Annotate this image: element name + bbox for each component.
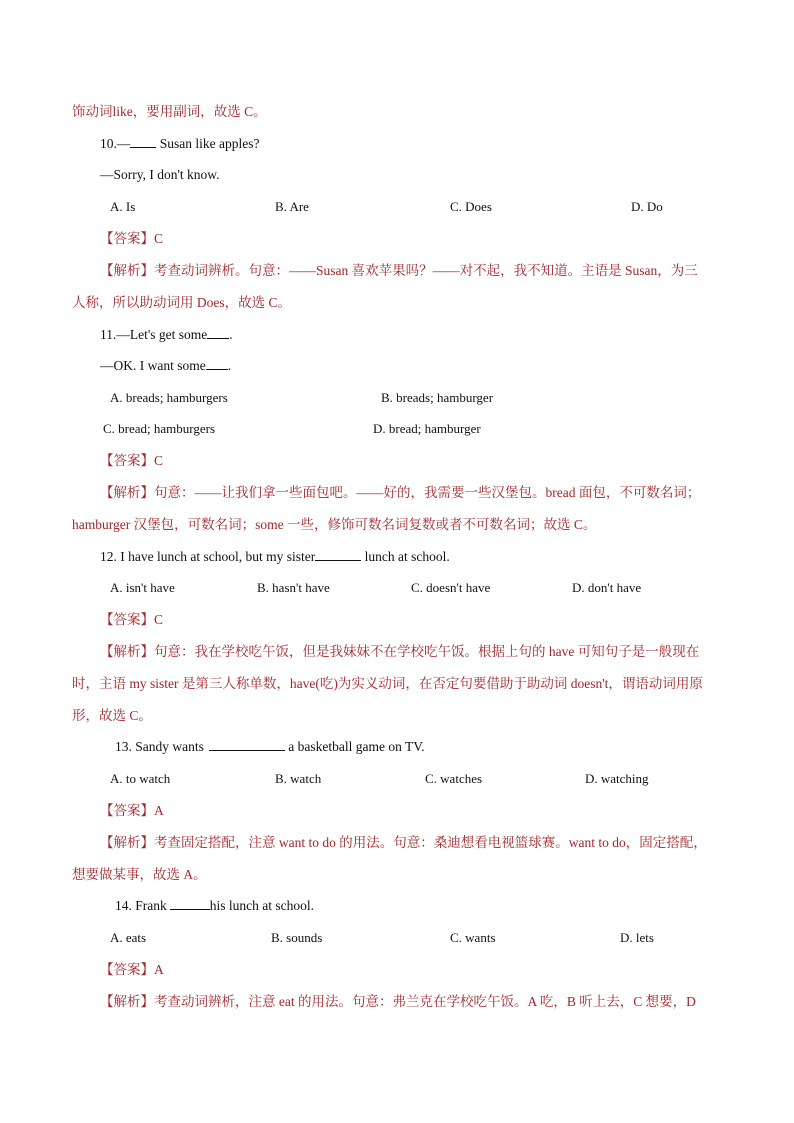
answer-blank — [207, 326, 229, 339]
question-14-option-d: D. lets — [620, 930, 654, 945]
question-14-option-b: B. sounds — [271, 930, 323, 945]
question-10-answer: 【答案】C — [100, 231, 164, 246]
question-11-analysis-line-2: hamburger 汉堡包，可数名词；some 一些，修饰可数名词复数或者不可数名词；故选 C。 — [72, 517, 597, 532]
question-10-option-d: D. Do — [631, 199, 663, 214]
question-11-option-b: B. breads; hamburger — [381, 390, 494, 405]
question-13-option-c: C. watches — [425, 771, 483, 786]
answer-blank — [170, 897, 210, 910]
question-11-answer: 【答案】C — [100, 453, 164, 468]
question-14-option-a: A. eats — [110, 930, 147, 945]
question-11-option-a: A. breads; hamburgers — [110, 390, 228, 405]
question-13-option-a: A. to watch — [110, 771, 171, 786]
answer-blank — [206, 357, 228, 370]
question-14-analysis-line-1: 【解析】考查动词辨析，注意 eat 的用法。句意：弗兰克在学校吃午饭。A 吃，B 听上去，C 想要，D — [100, 994, 696, 1009]
answer-blank — [130, 135, 156, 148]
question-14-option-c: C. wants — [450, 930, 496, 945]
question-12-analysis-line-2: 时，主语 my sister 是第三人称单数，have(吃)为实义动词，在否定句要借助于助动词 doesn't，谓语动词用原 — [72, 676, 703, 691]
question-12-option-a: A. isn't have — [110, 580, 175, 595]
question-12-answer: 【答案】C — [100, 612, 164, 627]
question-12-stem: 12. I have lunch at school, but my sister lunch at school. — [100, 549, 450, 564]
question-14-answer: 【答案】A — [100, 962, 164, 977]
answer-blank — [209, 738, 285, 751]
question-13-answer: 【答案】A — [100, 803, 164, 818]
question-13-option-b: B. watch — [275, 771, 322, 786]
question-12-option-c: C. doesn't have — [411, 580, 491, 595]
question-11-analysis-line-1: 【解析】句意：——让我们拿一些面包吧。——好的，我需要一些汉堡包。bread 面包，不可数名词； — [100, 485, 701, 500]
question-13-analysis-line-1: 【解析】考查固定搭配，注意 want to do 的用法。句意：桑迪想看电视篮球赛。want to do，固定搭配， — [100, 835, 707, 850]
question-11-reply: —OK. I want some . — [100, 358, 232, 373]
question-12-option-b: B. hasn't have — [257, 580, 330, 595]
answer-blank — [315, 548, 361, 561]
question-10-option-c: C. Does — [450, 199, 492, 214]
question-10-option-b: B. Are — [275, 199, 309, 214]
question-11-option-d: D. bread; hamburger — [373, 421, 481, 436]
question-12-option-d: D. don't have — [572, 580, 642, 595]
question-11-option-c: C. bread; hamburgers — [103, 421, 216, 436]
question-10-stem: 10.— Susan like apples? — [100, 136, 260, 151]
question-12-analysis-line-3: 形，故选 C。 — [72, 708, 152, 723]
question-13-stem: 13. Sandy wants a basketball game on TV. — [115, 739, 425, 754]
question-10-option-a: A. Is — [110, 199, 136, 214]
question-13-option-d: D. watching — [585, 771, 649, 786]
question-10-reply: —Sorry, I don't know. — [100, 167, 220, 182]
question-12-analysis-line-1: 【解析】句意：我在学校吃午饭，但是我妹妹不在学校吃午饭。根据上句的 have 可知句子是一般现在 — [100, 644, 700, 659]
question-10-analysis-line-1: 【解析】考查动词辨析。句意：——Susan 喜欢苹果吗？——对不起，我不知道。主语是 Susan，为三 — [100, 263, 698, 278]
previous-analysis-tail: 饰动词like，要用副词，故选 C。 — [72, 104, 267, 119]
question-11-stem: 11.—Let's get some . — [100, 327, 233, 342]
question-10-analysis-line-2: 人称，所以助动词用 Does，故选 C。 — [72, 295, 291, 310]
question-13-analysis-line-2: 想要做某事，故选 A。 — [72, 867, 207, 882]
question-14-stem: 14. Frank his lunch at school. — [115, 898, 314, 913]
